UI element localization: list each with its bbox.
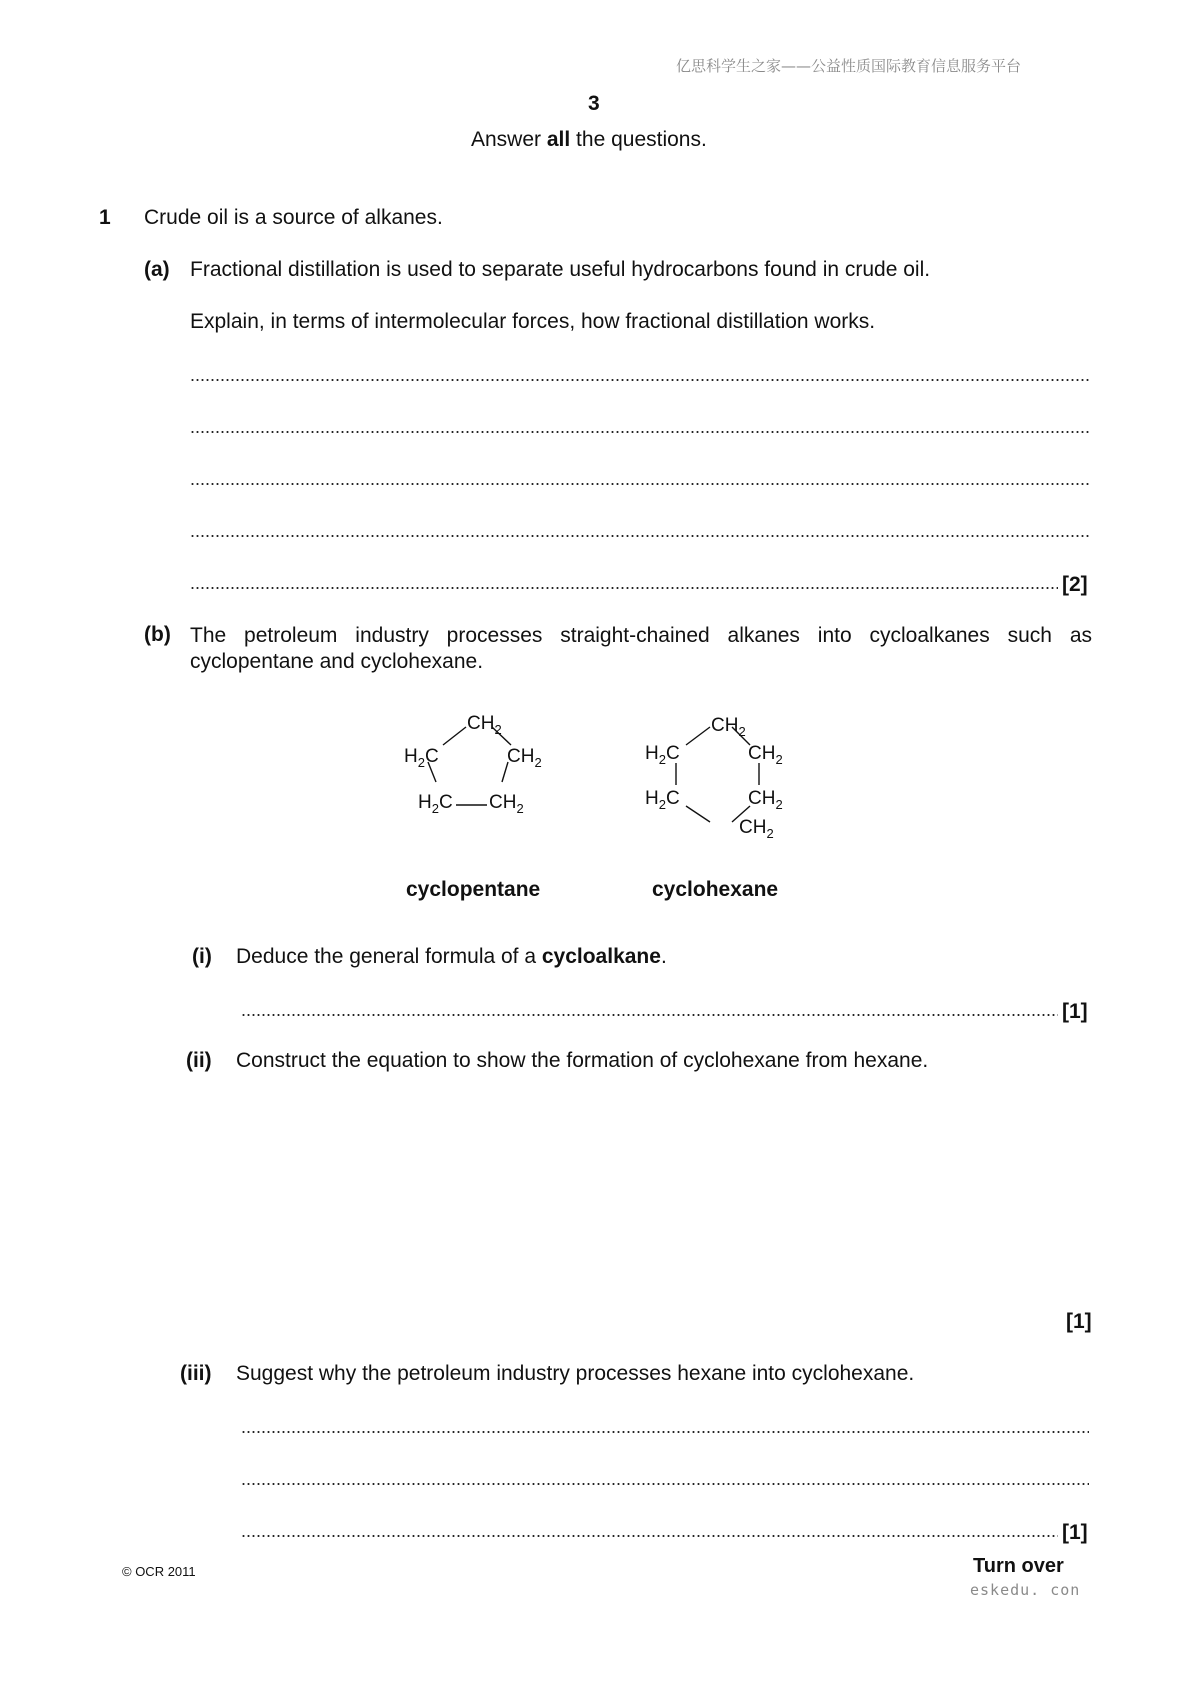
bond — [443, 727, 466, 745]
part-biii-label: (iii) — [180, 1362, 212, 1385]
part-biii-marks: [1] — [1062, 1521, 1088, 1544]
instruction-bold: all — [546, 128, 571, 151]
cyclohexane-ch2-top: $CH_2$ — [711, 715, 746, 739]
cyclohexane-h2c-lower-left: $H_2C$ — [645, 788, 680, 812]
watermark-bottom: eskedu. con — [970, 1581, 1081, 1599]
part-a-label: (a) — [144, 258, 170, 281]
question-number: 1 — [99, 206, 111, 229]
answer-line[interactable] — [190, 430, 1089, 434]
answer-line[interactable] — [190, 378, 1089, 382]
instruction-pre: Answer — [471, 128, 547, 151]
part-b-label: (b) — [144, 623, 171, 646]
question-stem: Crude oil is a source of alkanes. — [144, 206, 443, 229]
instruction-post: the questions. — [570, 128, 707, 151]
answer-line[interactable] — [190, 586, 1058, 590]
part-a-text1: Fractional distillation is used to separate useful hydrocarbons found in crude oil. — [190, 258, 931, 281]
copyright: © OCR 2011 — [122, 1564, 196, 1579]
part-bi-label: (i) — [192, 945, 212, 968]
page-number: 3 — [588, 92, 600, 115]
equation-answer-space[interactable] — [236, 1080, 1086, 1300]
answer-line[interactable] — [241, 1013, 1058, 1017]
answer-line[interactable] — [190, 534, 1089, 538]
instruction — [471, 128, 707, 152]
answer-line[interactable] — [190, 482, 1089, 486]
cyclohexane-h2c-upper-left: $H_2C$ — [645, 743, 680, 767]
cyclohexane-ch2-bottom: $CH_2$ — [739, 817, 774, 841]
turn-over: Turn over — [973, 1555, 1064, 1577]
part-bi-text: Deduce the general formula of a cycloalkane. — [236, 945, 667, 968]
part-a-text2: Explain, in terms of intermolecular forces, how fractional distillation works. — [190, 310, 876, 333]
cyclopentane-h2c-left: $H_2C$ — [404, 746, 439, 770]
bond — [686, 727, 710, 745]
answer-line[interactable] — [241, 1430, 1089, 1434]
cyclohexane-ch2-upper-right: $CH_2$ — [748, 743, 783, 767]
cyclopentane-ch2-bottom: $CH_2$ — [489, 792, 524, 816]
cyclohexane-label: cyclohexane — [652, 878, 779, 901]
cyclohexane-bonds — [676, 727, 759, 822]
watermark-top: 亿思科学生之家——公益性质国际教育信息服务平台 — [676, 57, 1022, 75]
part-bii-label: (ii) — [186, 1049, 212, 1072]
part-b-text: The petroleum industry processes straight-chained alkanes into cycloalkanes such as cyclopentane and cyclohexane. — [190, 624, 1092, 673]
cyclopentane-h2c-bottom: $H_2C$ — [418, 792, 453, 816]
cyclopentane-ch2-top: $CH_2$ — [467, 713, 502, 737]
part-bi-marks: [1] — [1062, 1000, 1088, 1023]
cyclohexane-ch2-lower-right: $CH_2$ — [748, 788, 783, 812]
bond — [686, 806, 710, 822]
cyclopentane-label: cyclopentane — [406, 878, 541, 901]
part-biii-text: Suggest why the petroleum industry processes hexane into cyclohexane. — [236, 1362, 915, 1385]
answer-line[interactable] — [241, 1534, 1058, 1538]
cyclopentane-ch2-right: $CH_2$ — [507, 746, 542, 770]
part-a-marks: [2] — [1062, 573, 1088, 596]
part-bii-marks: [1] — [1066, 1310, 1092, 1333]
part-bii-text: Construct the equation to show the formation of cyclohexane from hexane. — [236, 1049, 929, 1072]
answer-line[interactable] — [241, 1482, 1089, 1486]
